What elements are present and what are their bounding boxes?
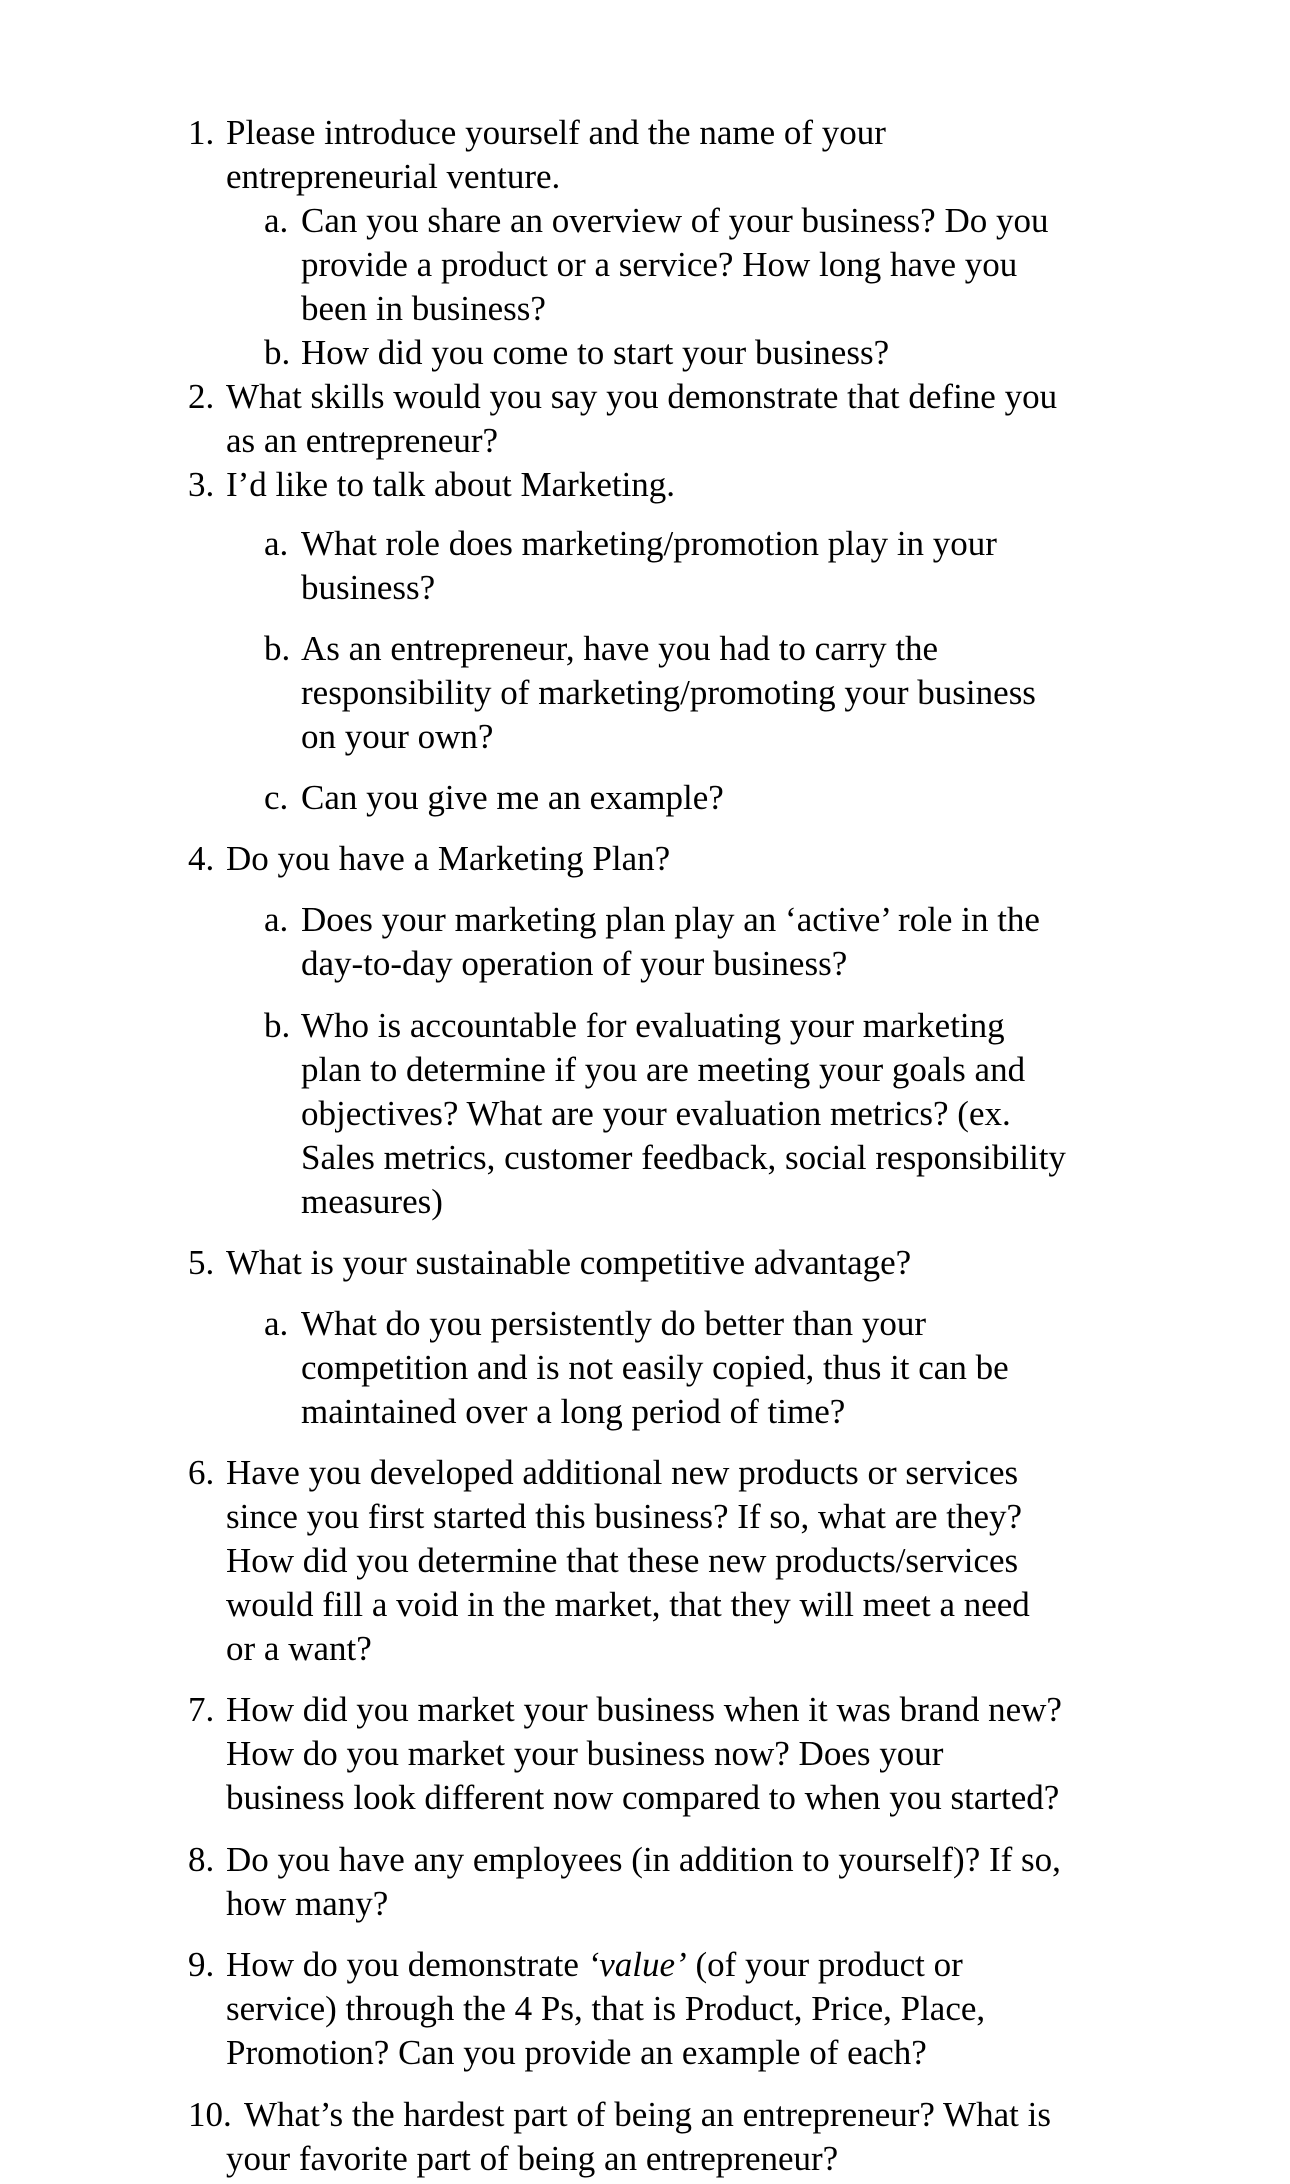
- sub-question-letter: a.: [264, 524, 289, 563]
- question-text: as an entrepreneur?: [226, 421, 499, 460]
- question-text: Please introduce yourself and the name of your: [226, 113, 886, 152]
- sub-question-letter: a.: [264, 900, 289, 939]
- question-text: What skills would you say you demonstrate that define you: [226, 377, 1058, 416]
- sub-question-text: provide a product or a service? How long have you: [301, 245, 1018, 284]
- question-text: Do you have a Marketing Plan?: [226, 839, 671, 878]
- question-number: 7.: [188, 1690, 215, 1729]
- question-text: since you first started this business? If so, what are they?: [226, 1497, 1023, 1536]
- question-text: How did you market your business when it was brand new?: [226, 1690, 1062, 1729]
- question-text: entrepreneurial venture.: [226, 157, 561, 196]
- sub-question-letter: b.: [264, 1006, 291, 1045]
- sub-question-text: Who is accountable for evaluating your marketing: [301, 1006, 1005, 1045]
- sub-question-letter: a.: [264, 201, 289, 240]
- sub-question-text: What do you persistently do better than your: [301, 1304, 926, 1343]
- question-text: Have you developed additional new products or services: [226, 1453, 1019, 1492]
- sub-question-letter: c.: [264, 778, 289, 817]
- sub-question-text: on your own?: [301, 717, 494, 756]
- sub-question-text: Sales metrics, customer feedback, social responsibility: [301, 1138, 1066, 1177]
- question-text: How do you market your business now? Does your: [226, 1734, 944, 1773]
- question-text: Promotion? Can you provide an example of each?: [226, 2033, 927, 2072]
- question-text-part: How do you demonstrate: [226, 1945, 588, 1984]
- sub-question-text: objectives? What are your evaluation metrics? (ex.: [301, 1094, 1011, 1133]
- sub-question-text: responsibility of marketing/promoting your business: [301, 673, 1036, 712]
- question-text: how many?: [226, 1884, 389, 1923]
- sub-question-text: As an entrepreneur, have you had to carry the: [301, 629, 939, 668]
- sub-question-text: competition and is not easily copied, thus it can be: [301, 1348, 1009, 1387]
- question-text: What is your sustainable competitive advantage?: [226, 1243, 912, 1282]
- question-number: 8.: [188, 1840, 215, 1879]
- sub-question-letter: b.: [264, 333, 291, 372]
- sub-question-letter: a.: [264, 1304, 289, 1343]
- sub-question-text: business?: [301, 568, 436, 607]
- question-text: [226, 1943, 963, 1987]
- sub-question-text: What role does marketing/promotion play in your: [301, 524, 997, 563]
- question-text: would fill a void in the market, that they will meet a need: [226, 1585, 1030, 1624]
- question-text: What’s the hardest part of being an entrepreneur? What is: [244, 2095, 1051, 2134]
- question-number: 9.: [188, 1945, 215, 1984]
- question-number: 6.: [188, 1453, 215, 1492]
- question-text: How did you determine that these new products/services: [226, 1541, 1019, 1580]
- question-number: 3.: [188, 465, 215, 504]
- sub-question-text: plan to determine if you are meeting your goals and: [301, 1050, 1026, 1089]
- question-text: Do you have any employees (in addition to yourself)? If so,: [226, 1840, 1061, 1879]
- sub-question-text: day-to-day operation of your business?: [301, 944, 848, 983]
- question-number: 5.: [188, 1243, 215, 1282]
- question-number: 1.: [188, 113, 215, 152]
- question-text: or a want?: [226, 1629, 372, 1668]
- question-text: service) through the 4 Ps, that is Product, Price, Place,: [226, 1989, 986, 2028]
- sub-question-text: Does your marketing plan play an ‘active’ role in the: [301, 900, 1040, 939]
- question-text: business look different now compared to when you started?: [226, 1778, 1060, 1817]
- question-number: 10.: [188, 2095, 232, 2134]
- question-text-part: (of your product or: [686, 1945, 963, 1984]
- question-text: I’d like to talk about Marketing.: [226, 465, 676, 504]
- question-number: 4.: [188, 839, 215, 878]
- emphasized-word: ‘value’: [587, 1945, 687, 1984]
- sub-question-letter: b.: [264, 629, 291, 668]
- sub-question-text: Can you share an overview of your business? Do you: [301, 201, 1049, 240]
- question-number: 2.: [188, 377, 215, 416]
- sub-question-text: How did you come to start your business?: [301, 333, 890, 372]
- sub-question-text: Can you give me an example?: [301, 778, 724, 817]
- sub-question-text: maintained over a long period of time?: [301, 1392, 846, 1431]
- sub-question-text: measures): [301, 1182, 443, 1221]
- sub-question-text: been in business?: [301, 289, 546, 328]
- question-text: your favorite part of being an entrepreneur?: [226, 2139, 839, 2178]
